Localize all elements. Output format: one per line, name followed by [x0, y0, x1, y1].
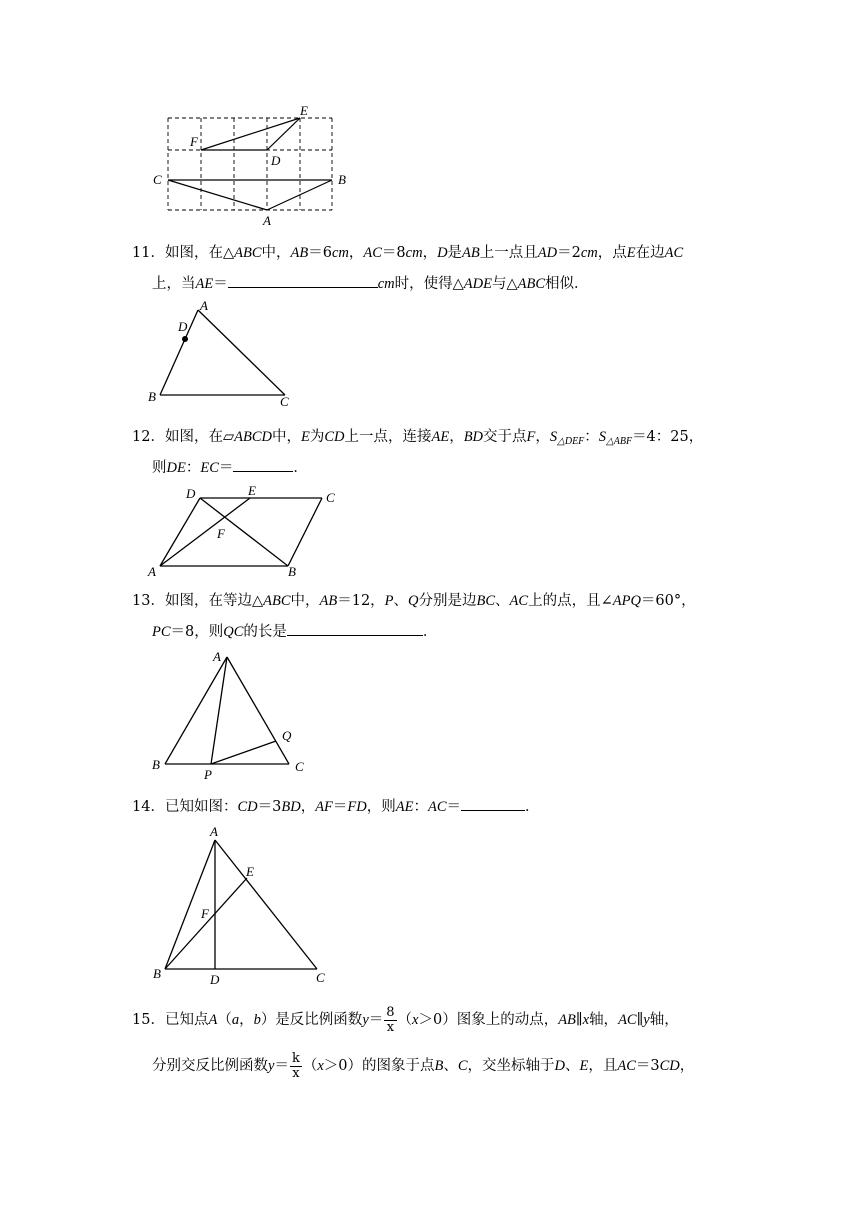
svg-text:B: B [152, 757, 160, 772]
q15-line1: 15．已知点A（a，b）是反比例函数y＝ $\frac{8}{x}$ （x＞0）图象上的动点，AB∥x轴，AC∥y轴， [132, 1004, 679, 1035]
q13-segment: 分别是边 [418, 593, 477, 609]
svg-text:A: A [200, 298, 208, 313]
svg-text:E: E [248, 483, 256, 498]
q11-segment: 在边 [635, 245, 665, 261]
q15-line2: 分别交反比例函数y＝ $\frac{k}{x}$ （x＞0）的图象于点B、C，交坐标轴于D、E，且AC＝3CD， [152, 1050, 695, 1081]
q13-answer-blank[interactable] [287, 620, 423, 636]
q11-line1 [132, 243, 683, 263]
q12-figure [0, 480, 860, 580]
q11-segment: AB [462, 245, 480, 261]
q11-segment: AC [363, 245, 382, 261]
q11-segment: cm [405, 245, 423, 261]
label-F: F [190, 134, 198, 149]
fraction-8-over-x: $\frac{8}{x}$ [386, 1004, 395, 1035]
q11-segment: cm [580, 245, 598, 261]
point-D [182, 336, 188, 342]
q13-segment: Q [408, 593, 419, 609]
q12-answer-blank[interactable] [233, 456, 293, 472]
svg-text:C: C [295, 759, 304, 774]
q11-segment: 上一点且 [479, 245, 538, 261]
label-E: E [300, 103, 308, 118]
q13-segment: ABC [263, 593, 291, 609]
svg-text:D: D [178, 319, 188, 334]
svg-text:A: A [213, 649, 221, 664]
svg-text:D: D [210, 972, 220, 987]
q13-segment: BC [476, 593, 496, 609]
svg-text:B: B [153, 966, 161, 981]
q13-segment: 如图，在等边△ [164, 593, 264, 609]
q13-line2: PC＝8，则QC的长是 ． [152, 620, 437, 642]
q14-line: 14．已知如图：CD＝3BD，AF＝FD，则AE：AC＝ ． [132, 795, 540, 817]
q11-number: 11． [132, 245, 165, 261]
q11-segment: ＝8 [381, 245, 406, 261]
svg-text:Q: Q [282, 728, 292, 743]
svg-text:C: C [280, 394, 289, 409]
q13-segment: AC [509, 593, 529, 609]
q11-text [165, 245, 683, 261]
svg-text:P: P [204, 767, 212, 782]
q13-segment: 上的点，且∠ [528, 593, 613, 609]
fraction-k-over-x: $\frac{k}{x}$ [291, 1050, 300, 1081]
svg-text:F: F [201, 906, 209, 921]
q13-segment: ＝60°， [640, 593, 696, 609]
q12-line1: 12．如图，在▱ABCD中，E为CD上一点，连接AE，BD交于点F，$S_{\triangle DEF}$：$S_{\triangle ABF}=4$：25， [132, 429, 704, 447]
q11-segment: AB [290, 245, 309, 261]
q13-segment: 中， [290, 593, 320, 609]
svg-text:F: F [217, 526, 225, 541]
svg-text:D: D [186, 486, 196, 501]
q11-segment: ，点 [597, 245, 627, 261]
q11-segment: E [626, 245, 636, 261]
q11-segment: ， [422, 245, 438, 261]
q12-line2: 则DE：EC＝ ． [152, 456, 308, 478]
label-B: B [338, 172, 346, 187]
q11-segment: 中， [261, 245, 291, 261]
label-C: C [153, 172, 162, 187]
q13-figure [0, 645, 860, 785]
q11-segment: ， [348, 245, 364, 261]
q11-segment: 如图，在△ [164, 245, 235, 261]
q11-line2: 上，当AE＝ cm时，使得△ADE与△ABC相似． [152, 272, 589, 294]
q11-segment: AD [537, 245, 558, 261]
q11-segment: D [437, 245, 448, 261]
q13-segment: 、 [393, 593, 409, 609]
q13-segment: AB [319, 593, 338, 609]
svg-text:C: C [326, 490, 335, 505]
q14-answer-blank[interactable] [461, 795, 525, 811]
svg-text:E: E [246, 864, 254, 879]
q11-answer-blank[interactable] [228, 272, 378, 288]
q11-segment: ＝2 [557, 245, 581, 261]
svg-text:B: B [148, 389, 156, 404]
q11-segment: ABC [234, 245, 262, 261]
q13-segment: APQ [612, 593, 641, 609]
label-A: A [263, 213, 271, 228]
q11-segment: 是 [447, 245, 463, 261]
q14-figure [0, 818, 860, 988]
label-D: D [271, 153, 281, 168]
q13-segment: 、 [495, 593, 510, 609]
q13-line1: 13．如图，在等边△ABC中，AB＝12，P、Q分别是边BC、AC上的点，且∠APQ＝60°， [132, 593, 696, 609]
q10-figure [0, 0, 860, 240]
q11-segment: cm [331, 245, 349, 261]
svg-text:C: C [316, 970, 325, 985]
svg-text:A: A [210, 824, 218, 839]
q11-segment: ＝6 [308, 245, 332, 261]
q13-segment: P [384, 593, 394, 609]
q13-segment: ＝12， [337, 593, 385, 609]
svg-text:B: B [288, 564, 296, 579]
q11-figure [0, 295, 860, 415]
svg-text:A: A [148, 564, 156, 579]
q11-segment: AC [664, 245, 684, 261]
